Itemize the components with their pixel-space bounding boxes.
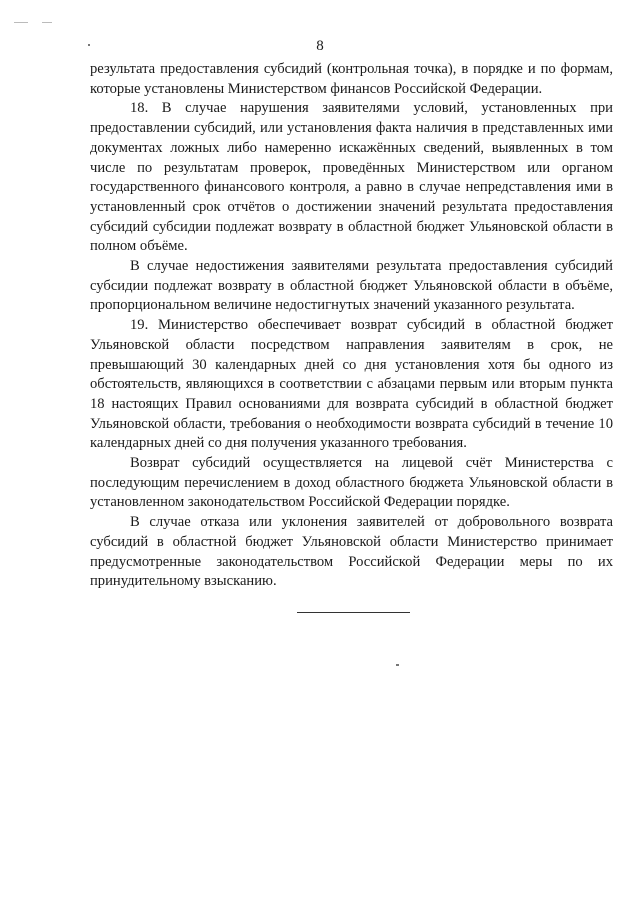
document-body [90, 60, 613, 592]
scan-speck [396, 664, 399, 666]
closing-rule [297, 612, 410, 613]
paragraph-19-refund-account: Возврат субсидий осуществляется на лицевой счёт Министерства с последующим перечислением в доход областного бюджета Ульяновской области в установленном законодательством Российской Федерации порядке. [90, 455, 613, 511]
paragraph-19: 19. Министерство обеспечивает возврат субсидий в областной бюджет Ульяновской области посредством направления заявителям в срок, не превышающий 30 календарных дней со дня установления хотя бы одного из обстоятельств, являющихся в соответствии с абзацами первым или вторым пункта 18 настоящих Правил основаниями для возврата субсидий в областной бюджет Ульяновской области, требования о необходимости возврата субсидий в течение 10 календарных дней со дня получения указанного требования. [90, 317, 613, 452]
scan-speck [14, 22, 28, 23]
page-number: 8 [316, 38, 324, 54]
paragraph-18-underachievement: В случае недостижения заявителями результата предоставления субсидий субсидии подлежат возврату в областной бюджет Ульяновской области в объёме, пропорциональном величине недостигнутых значений указанного результата. [90, 258, 613, 314]
paragraph-continuation: результата предоставления субсидий (контрольная точка), в порядке и по формам, которые установлены Министерством финансов Российской Федерации. [90, 61, 613, 97]
scan-speck [42, 22, 52, 23]
paragraph-19-enforcement: В случае отказа или уклонения заявителей от добровольного возврата субсидий в областной бюджет Ульяновской области Министерство принимает предусмотренные законодательством Российской Федерации меры по их принудительному взысканию. [90, 514, 613, 590]
paragraph-18: 18. В случае нарушения заявителями условий, установленных при предоставлении субсидий, или установления факта наличия в представленных ими документах ложных либо намеренно искажённых сведений, выявленных в том числе по результатам проверок, проведённых Министерством или органом государственного финансового контроля, а равно в случае непредставления ими в установленный срок отчётов о достижении значений результата предоставления субсидий субсидии подлежат возврату в областной бюджет Ульяновской области в полном объёме. [90, 100, 613, 255]
scan-speck [88, 44, 90, 46]
